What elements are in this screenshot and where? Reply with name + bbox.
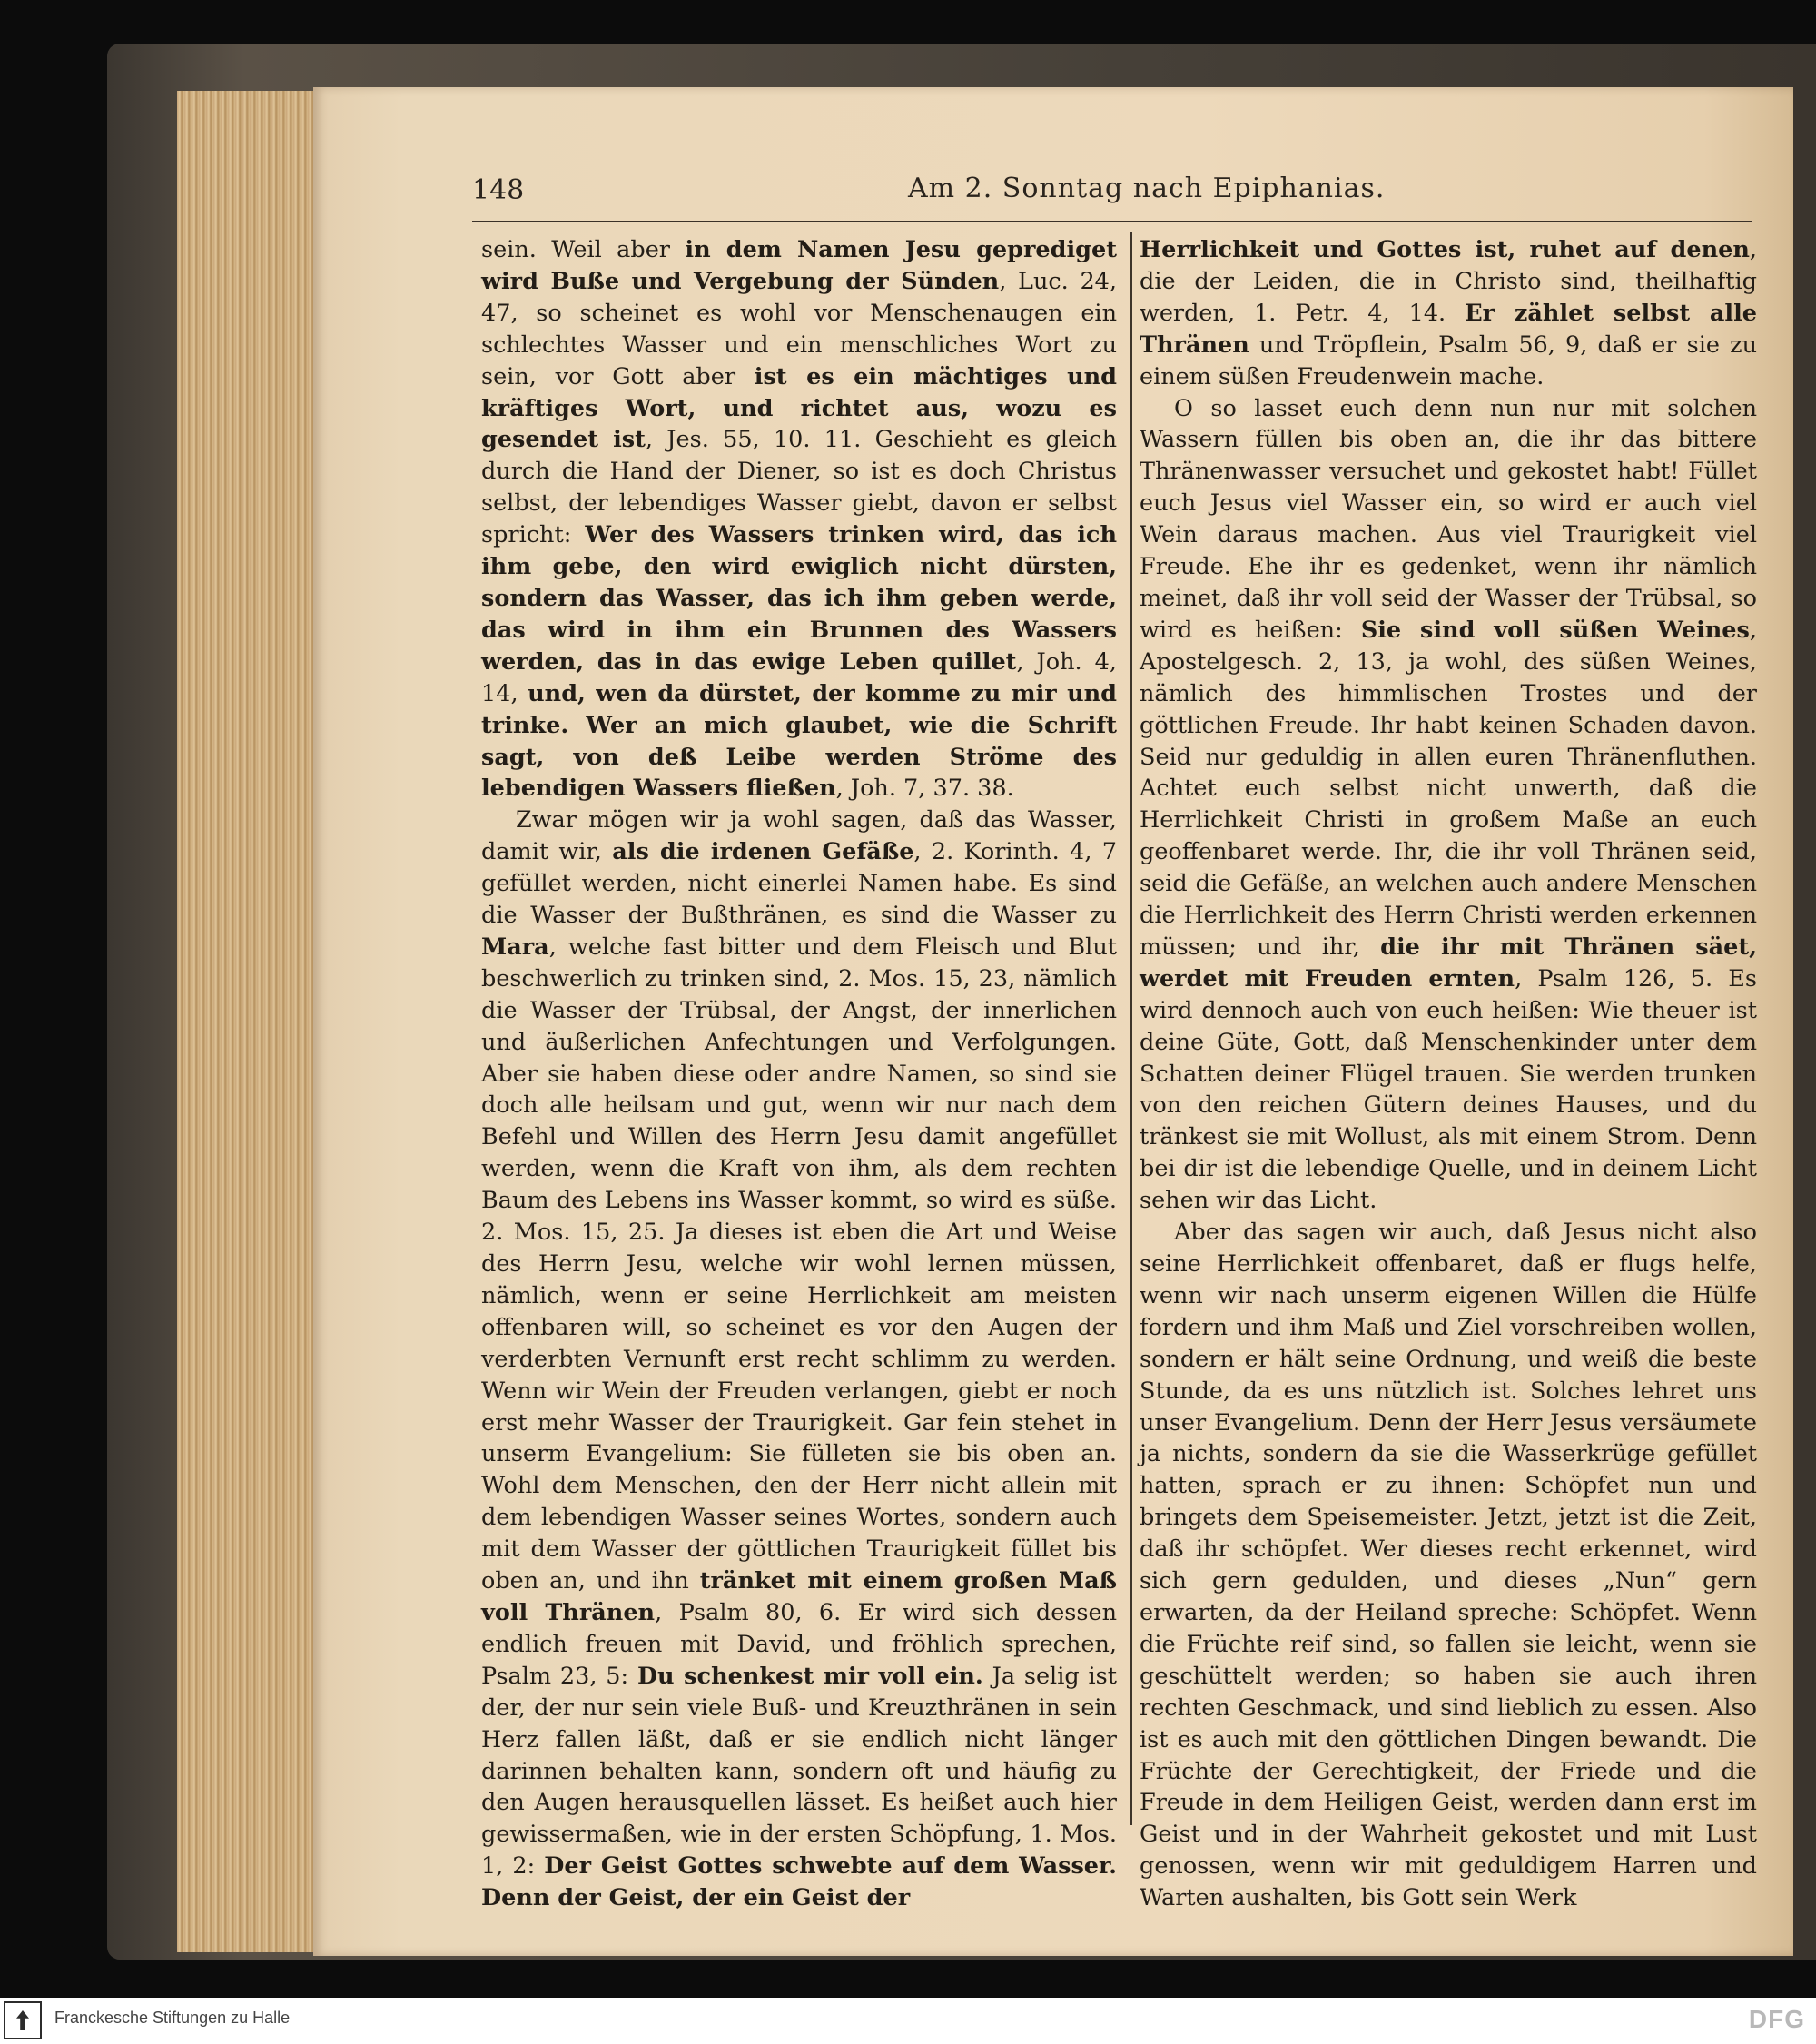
text-run: und Tröpflein, Psalm 56, 9, daß er sie zu einem süßen Freudenwein mache. <box>1140 331 1757 390</box>
bold-text-run: Wer des Wassers trinken wird, das ich ihm gebe, den wird ewiglich nicht dürsten, sondern das Wasser, das ich ihm geben werde, das wird in ihm ein Brunnen des Wassers werden, das in das ewige Leben quillet <box>481 521 1117 676</box>
bold-text-run: Er zählet selbst alle Thränen <box>1140 299 1758 359</box>
dfg-logo: DFG <box>1748 2005 1805 2033</box>
bold-text-run: und, wen da dürstet, der komme zu mir und trinke. Wer an mich glaubet, wie die Schrift sagt, von deß Leibe werden Ströme des lebendigen Wassers fließen <box>481 679 1117 803</box>
bold-text-run: Du schenkest mir voll ein. <box>637 1662 983 1690</box>
text-run: , Jes. 55, 10. 11. Geschieht es gleich durch die Hand der Diener, so ist es doch Christus selbst, der lebendiges Wasser giebt, davon er selbst spricht: <box>481 426 1117 549</box>
text-run: , 2. Korinth. 4, 7 gefüllet werden, nicht einerlei Namen habe. Es sind die Wasser der Bußthränen, es sind die Wasser zu <box>481 838 1117 930</box>
paragraph <box>481 234 1117 805</box>
bold-text-run: als die irdenen Gefäße <box>612 838 914 866</box>
running-title: Am 2. Sonntag nach Epiphanias. <box>908 173 1386 204</box>
bold-text-run: Der Geist Gottes schwebte auf dem Wasser. Denn der Geist, der ein Geist der <box>481 1852 1117 1912</box>
text-run: Zwar mögen wir ja wohl sagen, daß das Wasser, damit wir, <box>481 806 1117 866</box>
header-rule <box>472 221 1752 222</box>
left-text-column <box>481 234 1117 1914</box>
text-run: Ja selig ist der, der nur sein viele Buß- und Kreuzthränen in sein Herz fallen läßt, daß er sie endlich nicht länger darinnen behalten kann, sondern oft und häufig zu den Augen herausquellen lässet. Es heißet auch hier gewissermaßen, wie in der ersten Schöpfung, 1. Mos. 1, 2: <box>481 1662 1117 1881</box>
bold-text-run: ist es ein mächtiges und kräftiges Wort, und richtet aus, wozu es gesendet ist <box>481 362 1117 454</box>
column-divider <box>1130 232 1132 1825</box>
text-run: , Apostelgesch. 2, 13, ja wohl, des süßen Weines, nämlich des himmlischen Trostes und der göttlichen Freude. Ihr habt keinen Schaden davon. Seid nur geduldig in allen euren Thränenfluthen. Achtet euch selbst nicht unwerth, daß die Herrlichkeit Christi in großem Maße an euch geoffenbaret werde. Ihr, die ihr voll Thränen seid, seid die Gefäße, an welchen auch andere Menschen die Herrlichkeit des Herrn Christi werden erkennen müssen; und ihr, <box>1140 616 1757 961</box>
text-run: , Joh. 7, 37. 38. <box>835 775 1014 803</box>
text-run: , Psalm 126, 5. Es wird dennoch auch von euch heißen: Wie theuer ist deine Güte, Gott, daß Menschenkinder unter dem Schatten deiner Flügel trauen. Sie werden trunken von den reichen Gütern deines Hauses, und du tränkest sie mit Wollust, als mit einem Strom. Denn bei dir ist die lebendige Quelle, und in deinem Licht sehen wir das Licht. <box>1140 964 1757 1215</box>
text-run: , die der Leiden, die in Christo sind, theilhaftig werden, 1. Petr. 4, 14. <box>1140 236 1757 327</box>
bold-text-run: tränket mit einem großen Maß voll Thränen <box>481 1567 1117 1626</box>
paragraph <box>1140 393 1757 1218</box>
page-edges <box>177 91 315 1952</box>
text-run: Aber das sagen wir auch, daß Jesus nicht also seine Herrlichkeit offenbaret, daß er flugs helfe, wenn wir nach unserm eigenen Willen die Hülfe fordern und ihm Maß und Ziel vorschreiben wollen, sondern er hält seine Ordnung, und weiß die beste Stunde, da es uns nützlich ist. Solches lehret uns unser Evangelium. Denn der Herr Jesus versäumete ja nichts, sondern da sie die Wasserkrüge gefüllet hatten, sprach er zu ihnen: Schöpfet nun und bringets dem Speisemeister. Jetzt, jetzt ist die Zeit, daß ihr schöpfet. Wer dieses recht erkennet, wird sich gern gedulden, und dieses „Nun“ gern erwarten, da der Heiland spreche: Schöpfet. Wenn die Früchte reif sind, so fallen sie leicht, wenn sie geschüttelt werden; so haben sie auch ihren rechten Geschmack, und sind lieblich zu essen. Also ist es auch mit den göttlichen Dingen bewandt. Die Früchte der Gerechtigkeit, der Friede und die Freude in dem Heiligen Geist, werden dann erst im Geist und in der Wahrheit gekostet und mit Lust genossen, wenn wir mit geduldigem Harren und Warten aushalten, bis Gott sein Werk <box>1140 1219 1757 1912</box>
institution-name[interactable]: Franckesche Stiftungen zu Halle <box>54 2009 291 2027</box>
bold-text-run: Sie sind voll süßen Weines <box>1360 616 1750 644</box>
bold-text-run: in dem Namen Jesu geprediget wird Buße und Vergebung der Sünden <box>481 236 1117 295</box>
page-header <box>472 173 1752 218</box>
paragraph <box>1140 234 1757 393</box>
bold-text-run: Herrlichkeit und Gottes ist, ruhet auf denen <box>1140 236 1750 263</box>
paragraph <box>481 805 1117 1914</box>
page-number: 148 <box>472 174 525 206</box>
footer-bar <box>0 1998 1816 2044</box>
institution-logo-icon[interactable] <box>4 2001 42 2039</box>
text-run: , Psalm 80, 6. Er wird sich dessen endlich freuen mit David, und fröhlich sprechen, Psalm 23, 5: <box>481 1598 1117 1690</box>
bold-text-run: die ihr mit Thränen säet, werdet mit Freuden ernten <box>1140 933 1757 992</box>
text-run: sein. Weil aber <box>481 236 686 263</box>
text-run: , Luc. 24, 47, so scheinet es wohl vor Menschenaugen ein schlechtes Wasser und ein menschliches Wort zu sein, vor Gott aber <box>481 267 1117 390</box>
text-run: , welche fast bitter und dem Fleisch und Blut beschwerlich zu trinken sind, 2. Mos. 15, 23, nämlich die Wasser der Trübsal, der Angst, der innerlichen und äußerlichen Anfechtungen und Verfolgungen. Aber sie haben diese oder andre Namen, so sind sie doch alle heilsam und gut, wenn wir nur nach dem Befehl und Willen des Herrn Jesu damit angefüllet werden, wenn die Kraft von ihm, als dem rechten Baum des Lebens ins Wasser kommt, so wird es süße. 2. Mos. 15, 25. Ja dieses ist eben die Art und Weise des Herrn Jesu, welche wir wohl lernen müssen, nämlich, wenn er seine Herrlichkeit am meisten offenbaren will, so scheinet es vor den Augen der verderbten Vernunft erst recht schlimm zu werden. Wenn wir Wein der Freuden verlangen, giebt er noch erst mehr Wasser der Traurigkeit. Gar fein stehet in unserm Evangelium: Sie fülleten sie bis oben an. Wohl dem Menschen, den der Herr nicht allein mit dem lebendigen Wasser seines Wortes, sondern auch mit dem Wasser der göttlichen Traurigkeit füllet bis oben an, und ihn <box>481 933 1117 1595</box>
paragraph <box>1140 1217 1757 1914</box>
text-run: , Joh. 4, 14, <box>481 647 1117 707</box>
text-run: O so lasset euch denn nun nur mit solchen Wassern füllen bis oben an, die ihr das bittere Thränenwasser versuchet und gekostet habt! Füllet euch Jesus viel Wasser ein, so wird er auch viel Wein daraus machen. Aus viel Traurigkeit viel Freude. Ehe ihr es gedenket, wenn ihr nämlich meinet, daß ihr voll seid der Wasser der Trübsal, so wird es heißen: <box>1140 394 1757 644</box>
right-text-column <box>1140 234 1757 1914</box>
bold-text-run: Mara <box>481 933 549 961</box>
